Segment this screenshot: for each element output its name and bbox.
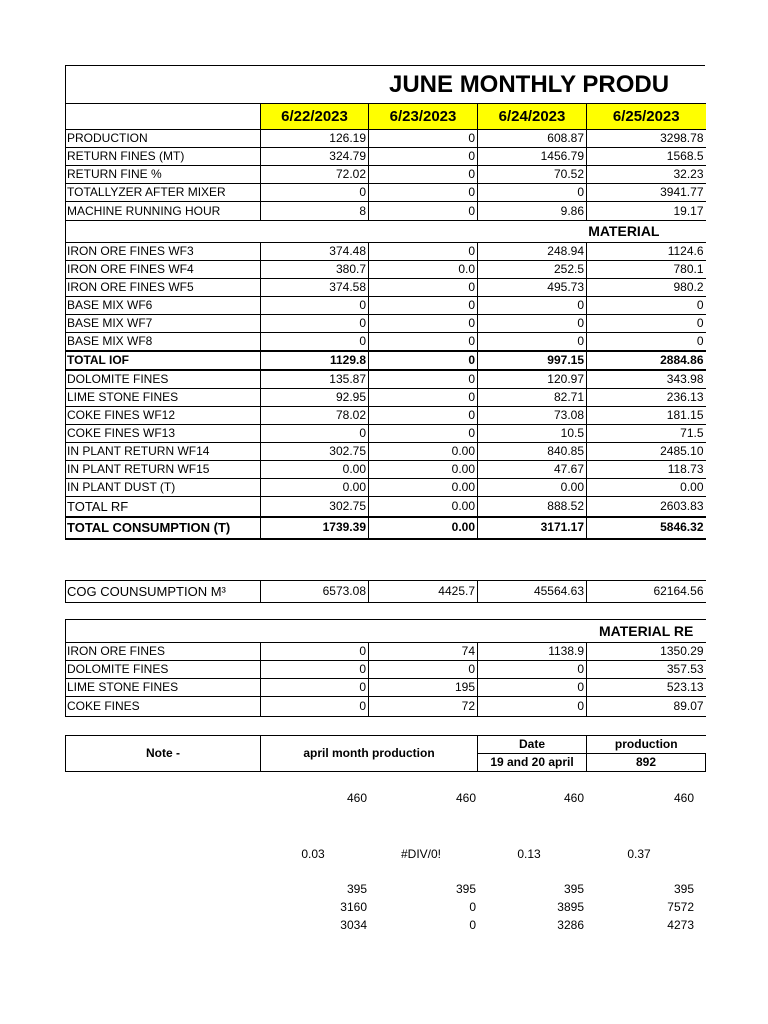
date-header[interactable]: 6/22/2023 xyxy=(261,104,369,130)
cell-value[interactable]: 71.5 xyxy=(587,425,706,443)
row-label: RETURN FINE % xyxy=(66,166,261,184)
note-production-value[interactable]: 892 xyxy=(587,754,706,772)
production-table xyxy=(65,103,706,540)
cell-value[interactable]: 0.00 xyxy=(369,479,478,497)
table-row xyxy=(66,425,706,443)
cell-value[interactable]: 0 xyxy=(261,297,369,315)
date-header[interactable]: 6/25/2023 xyxy=(587,104,706,130)
table-row xyxy=(66,443,706,461)
cell-value[interactable]: 780.1 xyxy=(587,261,706,279)
cell-value[interactable]: 1456.79 xyxy=(478,148,587,166)
cell-value[interactable]: 3171.17 xyxy=(478,517,587,539)
cell-value[interactable]: 302.75 xyxy=(261,443,369,461)
loose-value[interactable]: 460 xyxy=(346,791,367,805)
cog-value[interactable]: 62164.56 xyxy=(587,581,706,603)
cell-value[interactable]: 324.79 xyxy=(261,148,369,166)
cell-value[interactable]: 1124.6 xyxy=(587,243,706,261)
cell-value[interactable]: 0 xyxy=(369,279,478,297)
row-label: TOTAL RF xyxy=(66,497,261,517)
cell-value[interactable]: 0 xyxy=(369,184,478,202)
row-label: IRON ORE FINES WF4 xyxy=(66,261,261,279)
loose-value[interactable]: 0 xyxy=(469,900,476,914)
loose-value[interactable]: 0 xyxy=(469,918,476,932)
row-label: MACHINE RUNNING HOUR xyxy=(66,202,261,221)
cell-value[interactable]: 0.00 xyxy=(369,517,478,539)
cell-value[interactable]: 0.00 xyxy=(261,479,369,497)
row-label: LIME STONE FINES xyxy=(66,679,261,697)
table-row xyxy=(66,407,706,425)
cell-value[interactable]: 1739.39 xyxy=(261,517,369,539)
table-row xyxy=(66,479,706,497)
loose-value[interactable]: 4273 xyxy=(667,918,694,932)
table-row xyxy=(66,315,706,333)
cell-value[interactable]: 82.71 xyxy=(478,389,587,407)
row-label: TOTAL IOF xyxy=(66,351,261,370)
cell-value[interactable]: 0.00 xyxy=(587,479,706,497)
cell-value[interactable]: 0 xyxy=(369,243,478,261)
row-label: BASE MIX WF6 xyxy=(66,297,261,315)
cell-value[interactable]: 980.2 xyxy=(587,279,706,297)
material-header-row xyxy=(66,221,706,243)
date-header-row xyxy=(66,104,706,130)
row-label: COKE FINES WF13 xyxy=(66,425,261,443)
cell-value[interactable]: 888.52 xyxy=(478,497,587,517)
cell-value[interactable]: 0 xyxy=(369,351,478,370)
note-table xyxy=(65,735,706,772)
table-row xyxy=(66,389,706,407)
cell-value[interactable]: 0 xyxy=(369,389,478,407)
cell-value[interactable]: 32.23 xyxy=(587,166,706,184)
receipt-header-row xyxy=(66,620,706,643)
blank-header-cell xyxy=(66,104,261,130)
loose-value[interactable]: 3160 xyxy=(340,900,367,914)
loose-value[interactable]: 0.13 xyxy=(517,847,541,861)
table-row xyxy=(66,679,706,697)
cell-value[interactable]: 0 xyxy=(261,661,369,679)
loose-value[interactable]: 0.37 xyxy=(627,847,651,861)
cell-value[interactable]: 0 xyxy=(261,315,369,333)
cell-value[interactable]: 0 xyxy=(478,333,587,352)
note-date-value[interactable]: 19 and 20 april xyxy=(478,754,587,772)
cell-value[interactable]: 2884.86 xyxy=(587,351,706,370)
cell-value[interactable]: 72.02 xyxy=(261,166,369,184)
row-label: IN PLANT DUST (T) xyxy=(66,479,261,497)
cell-value[interactable]: 72 xyxy=(369,697,478,717)
loose-value[interactable]: 7572 xyxy=(667,900,694,914)
cell-value[interactable]: 126.19 xyxy=(261,130,369,148)
table-row xyxy=(66,148,706,166)
loose-value[interactable]: 395 xyxy=(673,882,694,896)
cell-value[interactable]: 0.0 xyxy=(369,261,478,279)
row-label: IN PLANT RETURN WF14 xyxy=(66,443,261,461)
cell-value[interactable]: 0.00 xyxy=(261,461,369,479)
cell-value[interactable]: 374.58 xyxy=(261,279,369,297)
loose-value[interactable]: 460 xyxy=(673,791,694,805)
cell-value[interactable]: 1129.8 xyxy=(261,351,369,370)
cell-value[interactable]: 0.00 xyxy=(369,497,478,517)
cell-value[interactable]: 0 xyxy=(478,679,587,697)
cell-value[interactable]: 5846.32 xyxy=(587,517,706,539)
cell-value[interactable]: 0 xyxy=(369,202,478,221)
row-label: IN PLANT RETURN WF15 xyxy=(66,461,261,479)
note-text: april month production xyxy=(261,736,478,772)
table-row xyxy=(66,497,706,517)
cell-value[interactable]: 73.08 xyxy=(478,407,587,425)
loose-value[interactable]: 395 xyxy=(455,882,476,896)
receipt-header-text: MATERIAL RE xyxy=(599,622,694,639)
table-row xyxy=(66,697,706,717)
cell-value[interactable]: 1350.29 xyxy=(587,643,706,661)
cell-value[interactable]: 0 xyxy=(261,333,369,352)
cell-value[interactable]: 0 xyxy=(369,661,478,679)
row-label: TOTAL CONSUMPTION (T) xyxy=(66,517,261,539)
cell-value[interactable]: 0 xyxy=(369,148,478,166)
table-row xyxy=(66,661,706,679)
cell-value[interactable]: 0 xyxy=(478,184,587,202)
cell-value[interactable]: 840.85 xyxy=(478,443,587,461)
table-row xyxy=(66,297,706,315)
cog-label: COG COUNSUMPTION M³ xyxy=(66,581,261,603)
table-row xyxy=(66,461,706,479)
cell-value[interactable]: 0 xyxy=(369,297,478,315)
table-row xyxy=(66,643,706,661)
cell-value[interactable]: 0 xyxy=(587,297,706,315)
cell-value[interactable]: 1138.9 xyxy=(478,643,587,661)
cell-value[interactable]: 181.15 xyxy=(587,407,706,425)
table-row xyxy=(66,370,706,389)
row-label: DOLOMITE FINES xyxy=(66,370,261,389)
receipt-table xyxy=(65,619,706,717)
cog-row xyxy=(66,581,706,603)
loose-value[interactable]: 460 xyxy=(563,791,584,805)
date-header[interactable]: 6/24/2023 xyxy=(478,104,587,130)
loose-value[interactable]: 3895 xyxy=(557,900,584,914)
cell-value[interactable]: 523.13 xyxy=(587,679,706,697)
loose-value[interactable]: 395 xyxy=(346,882,367,896)
cell-value[interactable]: 92.95 xyxy=(261,389,369,407)
row-label: PRODUCTION xyxy=(66,130,261,148)
cell-value[interactable]: 252.5 xyxy=(478,261,587,279)
row-label: BASE MIX WF8 xyxy=(66,333,261,352)
table-row xyxy=(66,333,706,352)
table-row xyxy=(66,261,706,279)
row-label: IRON ORE FINES WF5 xyxy=(66,279,261,297)
cell-value[interactable]: 0 xyxy=(369,166,478,184)
row-label: BASE MIX WF7 xyxy=(66,315,261,333)
table-row xyxy=(66,130,706,148)
material-section-header: MATERIAL xyxy=(66,221,706,243)
row-label: COKE FINES xyxy=(66,697,261,717)
note-label: Note - xyxy=(66,736,261,772)
cell-value[interactable]: 302.75 xyxy=(261,497,369,517)
date-header[interactable]: 6/23/2023 xyxy=(369,104,478,130)
cell-value[interactable]: 2603.83 xyxy=(587,497,706,517)
cog-value[interactable]: 45564.63 xyxy=(478,581,587,603)
cell-value[interactable]: 0 xyxy=(261,643,369,661)
cell-value[interactable]: 0 xyxy=(261,184,369,202)
row-label: LIME STONE FINES xyxy=(66,389,261,407)
cell-value[interactable]: 3941.77 xyxy=(587,184,706,202)
row-label: IRON ORE FINES WF3 xyxy=(66,243,261,261)
cell-value[interactable]: 0.00 xyxy=(369,461,478,479)
cell-value[interactable]: 0 xyxy=(369,370,478,389)
cell-value[interactable]: 0 xyxy=(369,407,478,425)
cell-value[interactable]: 0 xyxy=(478,297,587,315)
cell-value[interactable]: 10.5 xyxy=(478,425,587,443)
cell-value[interactable]: 0 xyxy=(369,425,478,443)
cell-value[interactable]: 374.48 xyxy=(261,243,369,261)
total-consumption-row xyxy=(66,517,706,539)
total-iof-row xyxy=(66,351,706,370)
row-label: DOLOMITE FINES xyxy=(66,661,261,679)
cell-value[interactable]: 0.00 xyxy=(478,479,587,497)
cell-value[interactable]: 0 xyxy=(261,697,369,717)
cell-value[interactable]: 120.97 xyxy=(478,370,587,389)
table-row xyxy=(66,202,706,221)
cell-value[interactable]: 118.73 xyxy=(587,461,706,479)
cell-value[interactable]: 0 xyxy=(587,315,706,333)
cell-value[interactable]: 8 xyxy=(261,202,369,221)
row-label: RETURN FINES (MT) xyxy=(66,148,261,166)
note-date-header: Date xyxy=(478,736,587,754)
cell-value[interactable]: 0 xyxy=(369,315,478,333)
cell-value[interactable]: 2485.10 xyxy=(587,443,706,461)
loose-value[interactable]: 395 xyxy=(563,882,584,896)
cell-value[interactable]: 195 xyxy=(369,679,478,697)
cell-value[interactable]: 1568.5 xyxy=(587,148,706,166)
loose-value[interactable]: 460 xyxy=(455,791,476,805)
row-label: COKE FINES WF12 xyxy=(66,407,261,425)
cell-value[interactable]: 380.7 xyxy=(261,261,369,279)
loose-value[interactable]: 0.03 xyxy=(301,847,325,861)
cell-value[interactable]: 89.07 xyxy=(587,697,706,717)
cell-value[interactable]: 0 xyxy=(261,679,369,697)
cell-value[interactable]: 495.73 xyxy=(478,279,587,297)
cog-table xyxy=(65,580,706,603)
cell-value[interactable]: 74 xyxy=(369,643,478,661)
cell-value[interactable]: 78.02 xyxy=(261,407,369,425)
cell-value[interactable]: 0 xyxy=(478,661,587,679)
cell-value[interactable]: 0 xyxy=(478,315,587,333)
note-row-top xyxy=(66,736,706,754)
cell-value[interactable]: 0 xyxy=(369,130,478,148)
cell-value[interactable]: 3298.78 xyxy=(587,130,706,148)
cell-value[interactable]: 236.13 xyxy=(587,389,706,407)
cell-value[interactable]: 608.87 xyxy=(478,130,587,148)
sheet-title: JUNE MONTHLY PRODU xyxy=(65,65,705,103)
cell-value[interactable]: 70.52 xyxy=(478,166,587,184)
cell-value[interactable]: 0 xyxy=(478,697,587,717)
cell-value[interactable]: 0 xyxy=(261,425,369,443)
loose-value[interactable]: #DIV/0! xyxy=(400,847,442,861)
cell-value[interactable]: 0 xyxy=(587,333,706,352)
cell-value[interactable]: 47.67 xyxy=(478,461,587,479)
cog-value[interactable]: 4425.7 xyxy=(369,581,478,603)
table-row xyxy=(66,166,706,184)
row-label: IRON ORE FINES xyxy=(66,643,261,661)
table-row xyxy=(66,279,706,297)
loose-value[interactable]: 3034 xyxy=(340,918,367,932)
loose-value[interactable]: 3286 xyxy=(557,918,584,932)
cell-value[interactable]: 357.53 xyxy=(587,661,706,679)
cell-value[interactable]: 0.00 xyxy=(369,443,478,461)
cell-value[interactable]: 248.94 xyxy=(478,243,587,261)
row-label: TOTALLYZER AFTER MIXER xyxy=(66,184,261,202)
cell-value[interactable]: 135.87 xyxy=(261,370,369,389)
receipt-section-header xyxy=(66,620,706,643)
table-row xyxy=(66,243,706,261)
cell-value[interactable]: 0 xyxy=(369,333,478,352)
cell-value[interactable]: 343.98 xyxy=(587,370,706,389)
cog-value[interactable]: 6573.08 xyxy=(261,581,369,603)
note-production-header: production xyxy=(587,736,706,754)
cell-value[interactable]: 9.86 xyxy=(478,202,587,221)
cell-value[interactable]: 19.17 xyxy=(587,202,706,221)
cell-value[interactable]: 997.15 xyxy=(478,351,587,370)
table-row xyxy=(66,184,706,202)
